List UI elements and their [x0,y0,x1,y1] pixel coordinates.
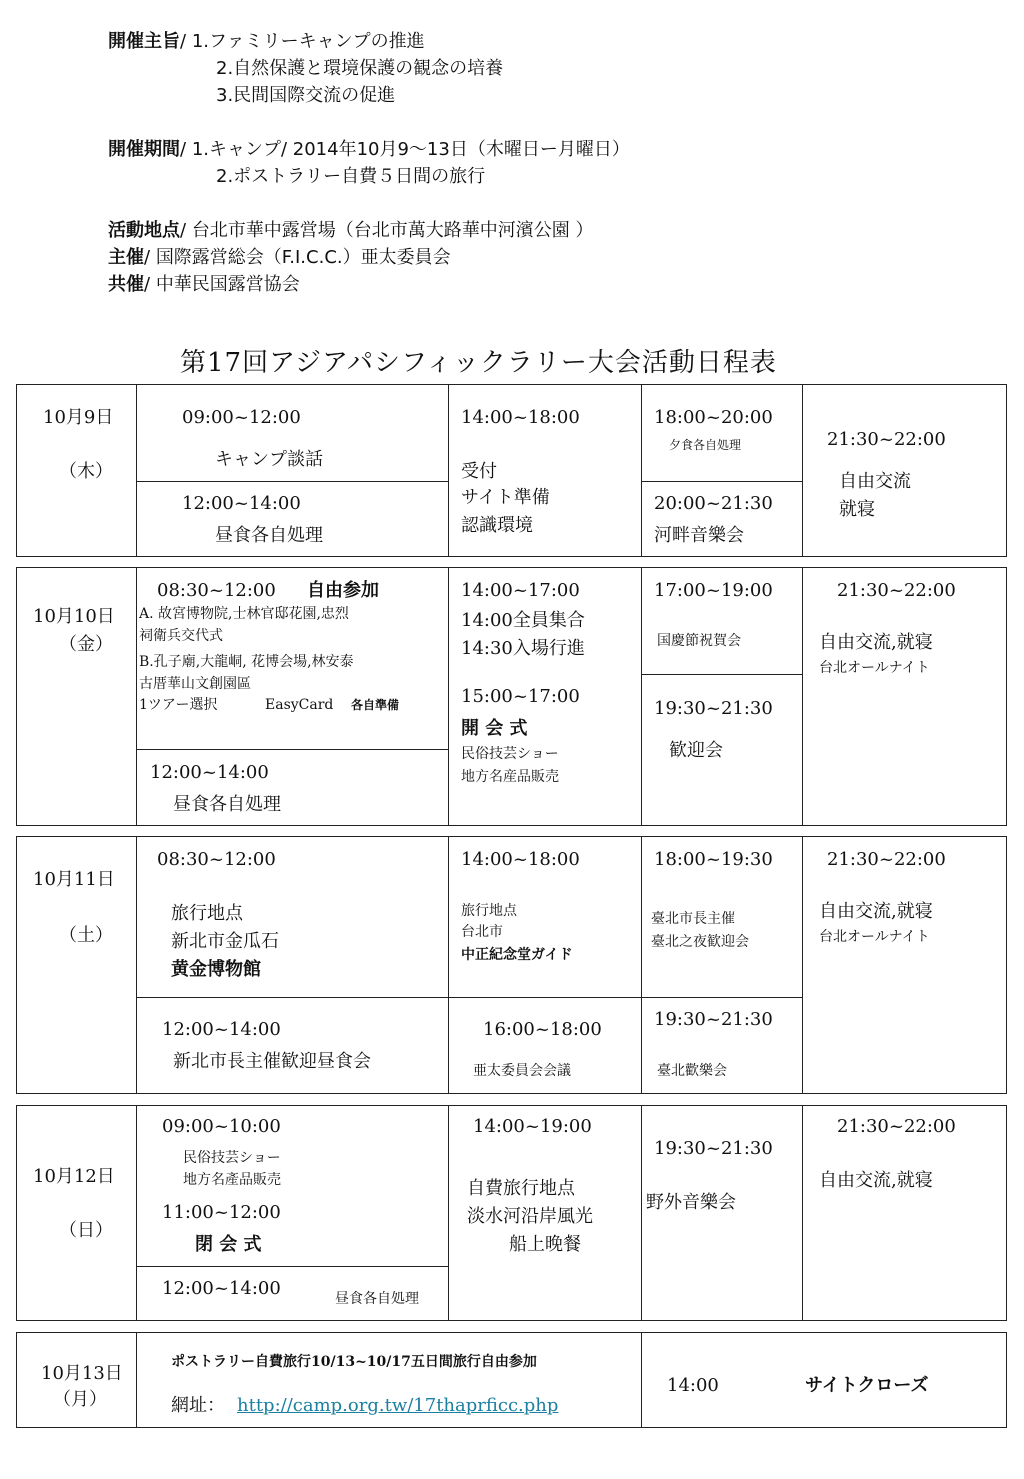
post-rally-note: ポストラリー自費旅行10/13~10/17五日間旅行自由参加 [171,1354,537,1370]
tour-option: B.孔子廟,大龍峒, 花博会場,林安泰 [139,654,354,670]
slot-text: 旅行地点 [171,903,243,924]
slot-time: 19:30~21:30 [654,1138,773,1159]
slot-time: 15:00~17:00 [461,686,580,707]
slot-text: 昼食各自処理 [173,794,281,815]
slot-text: 14:00全員集合 [461,610,585,631]
slot-text: サイト準備 [461,487,550,508]
slot-text: 国慶節祝賀会 [657,633,741,649]
slot-time: 08:30~12:00 [157,580,276,601]
slot-text: 臺北市長主催 [651,911,735,927]
memorial-hall-guide: 中正紀念堂ガイド [461,947,573,963]
slot-text: キャンプ談話 [215,449,323,470]
slot-text: 地方名産品販売 [461,769,559,785]
day-date: 10月12日 [33,1166,115,1187]
info-section [108,28,630,298]
day-weekday: （金） [59,634,113,655]
site-close: サイトクローズ [805,1375,929,1396]
slot-text: 昼食各自処理 [335,1291,419,1307]
slot-time: 21:30~22:00 [827,849,946,870]
slot-time: 21:30~22:00 [837,580,956,601]
slot-time: 12:00~14:00 [182,493,301,514]
day-weekday: （土） [59,925,113,946]
slot-text: 亜太委員会会議 [473,1063,571,1079]
venue-row: 活動地点/ 台北市華中露営場（台北市萬大路華中河濱公園 ） [108,220,594,241]
slot-time: 12:00~14:00 [162,1019,281,1040]
day-block-oct13 [16,1332,1007,1428]
day-weekday: （日） [59,1220,113,1241]
slot-text: 民俗技芸ショー [461,746,559,762]
closing-ceremony: 閉 会 式 [195,1234,262,1255]
day-date: 10月9日 [43,407,114,428]
slot-text: 新北市長主催歓迎昼食会 [173,1051,371,1072]
tour-choice: 1ツアー選択 [139,697,218,713]
slot-time: 18:00~19:30 [654,849,773,870]
slot-text: 認識環境 [461,515,533,536]
slot-text: 旅行地点 [461,903,517,919]
slot-time: 16:00~18:00 [483,1019,602,1040]
slot-time: 08:30~12:00 [157,849,276,870]
slot-time: 09:00~12:00 [182,407,301,428]
slot-time: 19:30~21:30 [654,698,773,719]
slot-time: 12:00~14:00 [150,762,269,783]
slot-text: 臺北之夜歓迎会 [651,934,749,950]
slot-text: 受付 [461,461,497,482]
slot-time: 17:00~19:00 [654,580,773,601]
day-weekday: （木） [59,461,113,482]
slot-text: 14:30入場行進 [461,638,585,659]
purpose-row-3: 3.民間国際交流の促進 [216,85,396,106]
day-block-oct12 [16,1105,1007,1321]
tour-option: 古厝華山文創園區 [139,676,251,692]
slot-text: 歓迎会 [669,740,723,761]
day-block-oct11 [16,836,1007,1094]
prepare-label: 各自準備 [351,698,400,712]
day-date: 10月10日 [33,606,115,627]
slot-time: 11:00~12:00 [162,1202,281,1223]
day-block-oct10 [16,567,1007,826]
day-date: 10月13日 [41,1363,123,1384]
slot-time: 14:00~17:00 [461,580,580,601]
slot-text: 臺北歡樂会 [657,1063,727,1079]
purpose-row-2: 2.自然保護と環境保護の観念の培養 [216,58,504,79]
slot-time: 14:00~18:00 [461,849,580,870]
period-row: 開催期間/ 1.キャンプ/ 2014年10月9～13日（木曜日ー月曜日） [108,139,630,160]
slot-text: 地方名產品販売 [183,1172,281,1188]
slot-text: 野外音樂会 [646,1192,736,1213]
schedule-title: 第17回アジアパシフィックラリー大会活動日程表 [180,348,777,378]
slot-text: 淡水河沿岸風光 [467,1206,593,1227]
co-organizer-row: 共催/ 中華民国露営協会 [108,274,300,295]
day-block-oct9 [16,384,1007,557]
tour-option: 祠衛兵交代式 [139,628,223,644]
slot-time: 18:00~20:00 [654,407,773,428]
slot-text: 台北市 [461,924,503,940]
slot-text: 昼食各自処理 [215,525,323,546]
slot-subtext: 台北オールナイト [819,660,930,676]
slot-text: 自由交流,就寝 [819,632,933,653]
organizer-row: 主催/ 国際露営総会（F.I.C.C.）亜太委員会 [108,247,451,268]
slot-time: 19:30~21:30 [654,1009,773,1030]
easycard-label: EasyCard [265,697,334,713]
free-join-label: 自由参加 [307,580,379,601]
slot-text: 民俗技芸ショー [183,1150,281,1166]
slot-text: 新北市金瓜石 [171,931,279,952]
purpose-row: 開催主旨/ 1.ファミリーキャンプの推進 [108,31,425,52]
slot-text: 自由交流 [839,471,911,492]
slot-subtext: 台北オールナイト [819,929,930,945]
url-label: 網址： [171,1395,225,1416]
slot-text: 就寝 [839,499,875,520]
day-date: 10月11日 [33,869,115,890]
site-url-link[interactable]: http://camp.org.tw/17thaprficc.php [237,1395,559,1416]
slot-time: 12:00~14:00 [162,1278,281,1299]
slot-text: 自由交流,就寝 [819,1170,933,1191]
slot-text: 夕食各自処理 [669,438,742,452]
close-time: 14:00 [667,1375,719,1396]
period-row-2: 2.ポストラリー自費５日間の旅行 [216,166,486,187]
slot-text: 船上晚餐 [509,1234,581,1255]
slot-time: 20:00~21:30 [654,493,773,514]
slot-text: 自由交流,就寝 [819,901,933,922]
slot-text: 自費旅行地点 [467,1178,575,1199]
slot-time: 14:00~18:00 [461,407,580,428]
slot-time: 14:00~19:00 [473,1116,592,1137]
tour-option: A. 故宮博物院,士林官邸花園,忠烈 [139,606,349,622]
slot-text: 河畔音樂会 [654,525,744,546]
gold-museum: 黄金博物館 [171,959,261,980]
slot-time: 21:30~22:00 [827,429,946,450]
slot-time: 09:00~10:00 [162,1116,281,1137]
day-weekday: （月） [53,1389,107,1410]
opening-ceremony: 開 会 式 [461,718,528,739]
slot-time: 21:30~22:00 [837,1116,956,1137]
